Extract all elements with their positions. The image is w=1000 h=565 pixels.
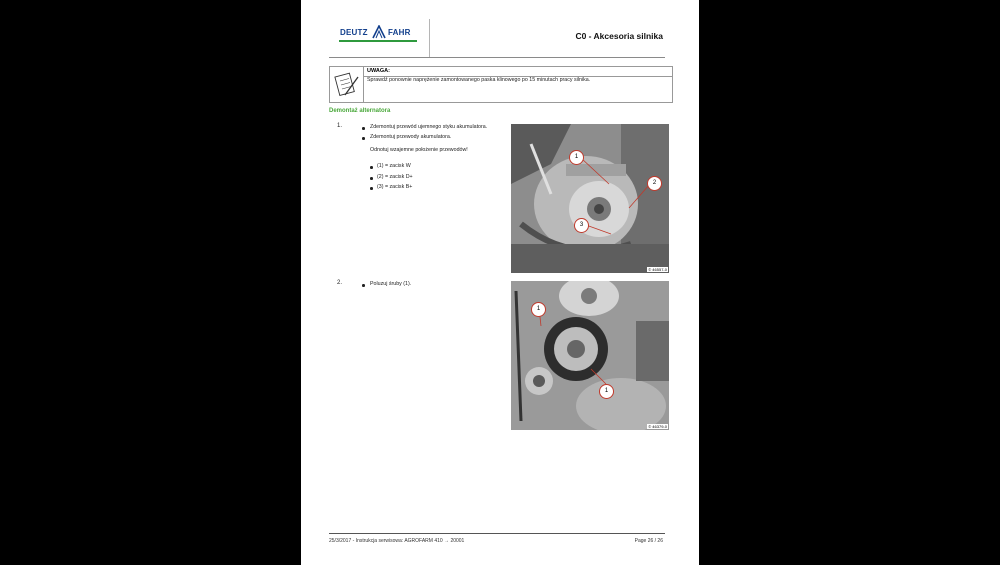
step-1-sub-bullet-2: (2) = zacisk D+ [377, 174, 413, 180]
step-1-instruction: Odnotuj wzajemne położenie przewodów! [370, 147, 468, 153]
note-heading: UWAGA: [364, 67, 672, 77]
logo-text-fahr: FAHR [388, 28, 411, 37]
callout-2: 2 [647, 176, 662, 191]
logo-green-bar [339, 40, 417, 42]
sub-bullet [370, 166, 373, 169]
notepad-pen-icon [330, 67, 363, 102]
step-1-number: 1. [337, 123, 343, 129]
section-title: Demontaż alternatora [329, 108, 391, 114]
alternator-illustration [511, 124, 669, 273]
warning-note [329, 66, 673, 103]
sub-bullet [370, 177, 373, 180]
note-icon-cell [330, 67, 364, 102]
footer-page-number: Page 26 / 26 [634, 538, 663, 544]
logo-text-deutz: DEUTZ [340, 28, 368, 37]
image-code: © 46379-0 [648, 424, 667, 429]
step-1-bullet-1: Zdemontuj przewód ujemnego styku akumulatora. [370, 124, 488, 130]
footer-doc-info: 25/3/2017 - Instrukcja serwisowa: AGROFARM 410 → 20001 [329, 538, 465, 544]
logo-emblem-icon [372, 25, 386, 39]
bullet [362, 284, 365, 287]
callout-1: 1 [569, 150, 584, 165]
image-code: © 46557-0 [648, 267, 667, 272]
header-divider [329, 57, 665, 58]
step-2-bullet-1: Poluzuj śruby (1). [370, 281, 412, 287]
step-1-sub-bullet-3: (3) = zacisk B+ [377, 184, 413, 190]
belt-pulley-photo [511, 281, 669, 430]
step-1-bullet-2: Zdemontuj przewody akumulatora. [370, 134, 452, 140]
footer-divider [329, 533, 665, 534]
alternator-photo-1 [511, 124, 669, 273]
callout-3: 3 [574, 218, 589, 233]
sub-bullet [370, 187, 373, 190]
note-text: Sprawdź ponownie naprężenie zamontowanego paska klinowego po 15 minutach pracy silnika. [367, 77, 591, 83]
step-1-sub-bullet-1: (1) = zacisk W [377, 163, 411, 169]
bullet [362, 137, 365, 140]
callout-1: 1 [599, 384, 614, 399]
section-header-title: C0 - Akcesoria silnika [575, 31, 663, 41]
deutz-fahr-logo [329, 19, 430, 57]
bullet [362, 127, 365, 130]
step-2-number: 2. [337, 280, 343, 286]
callout-1: 1 [531, 302, 546, 317]
document-page [301, 0, 699, 565]
